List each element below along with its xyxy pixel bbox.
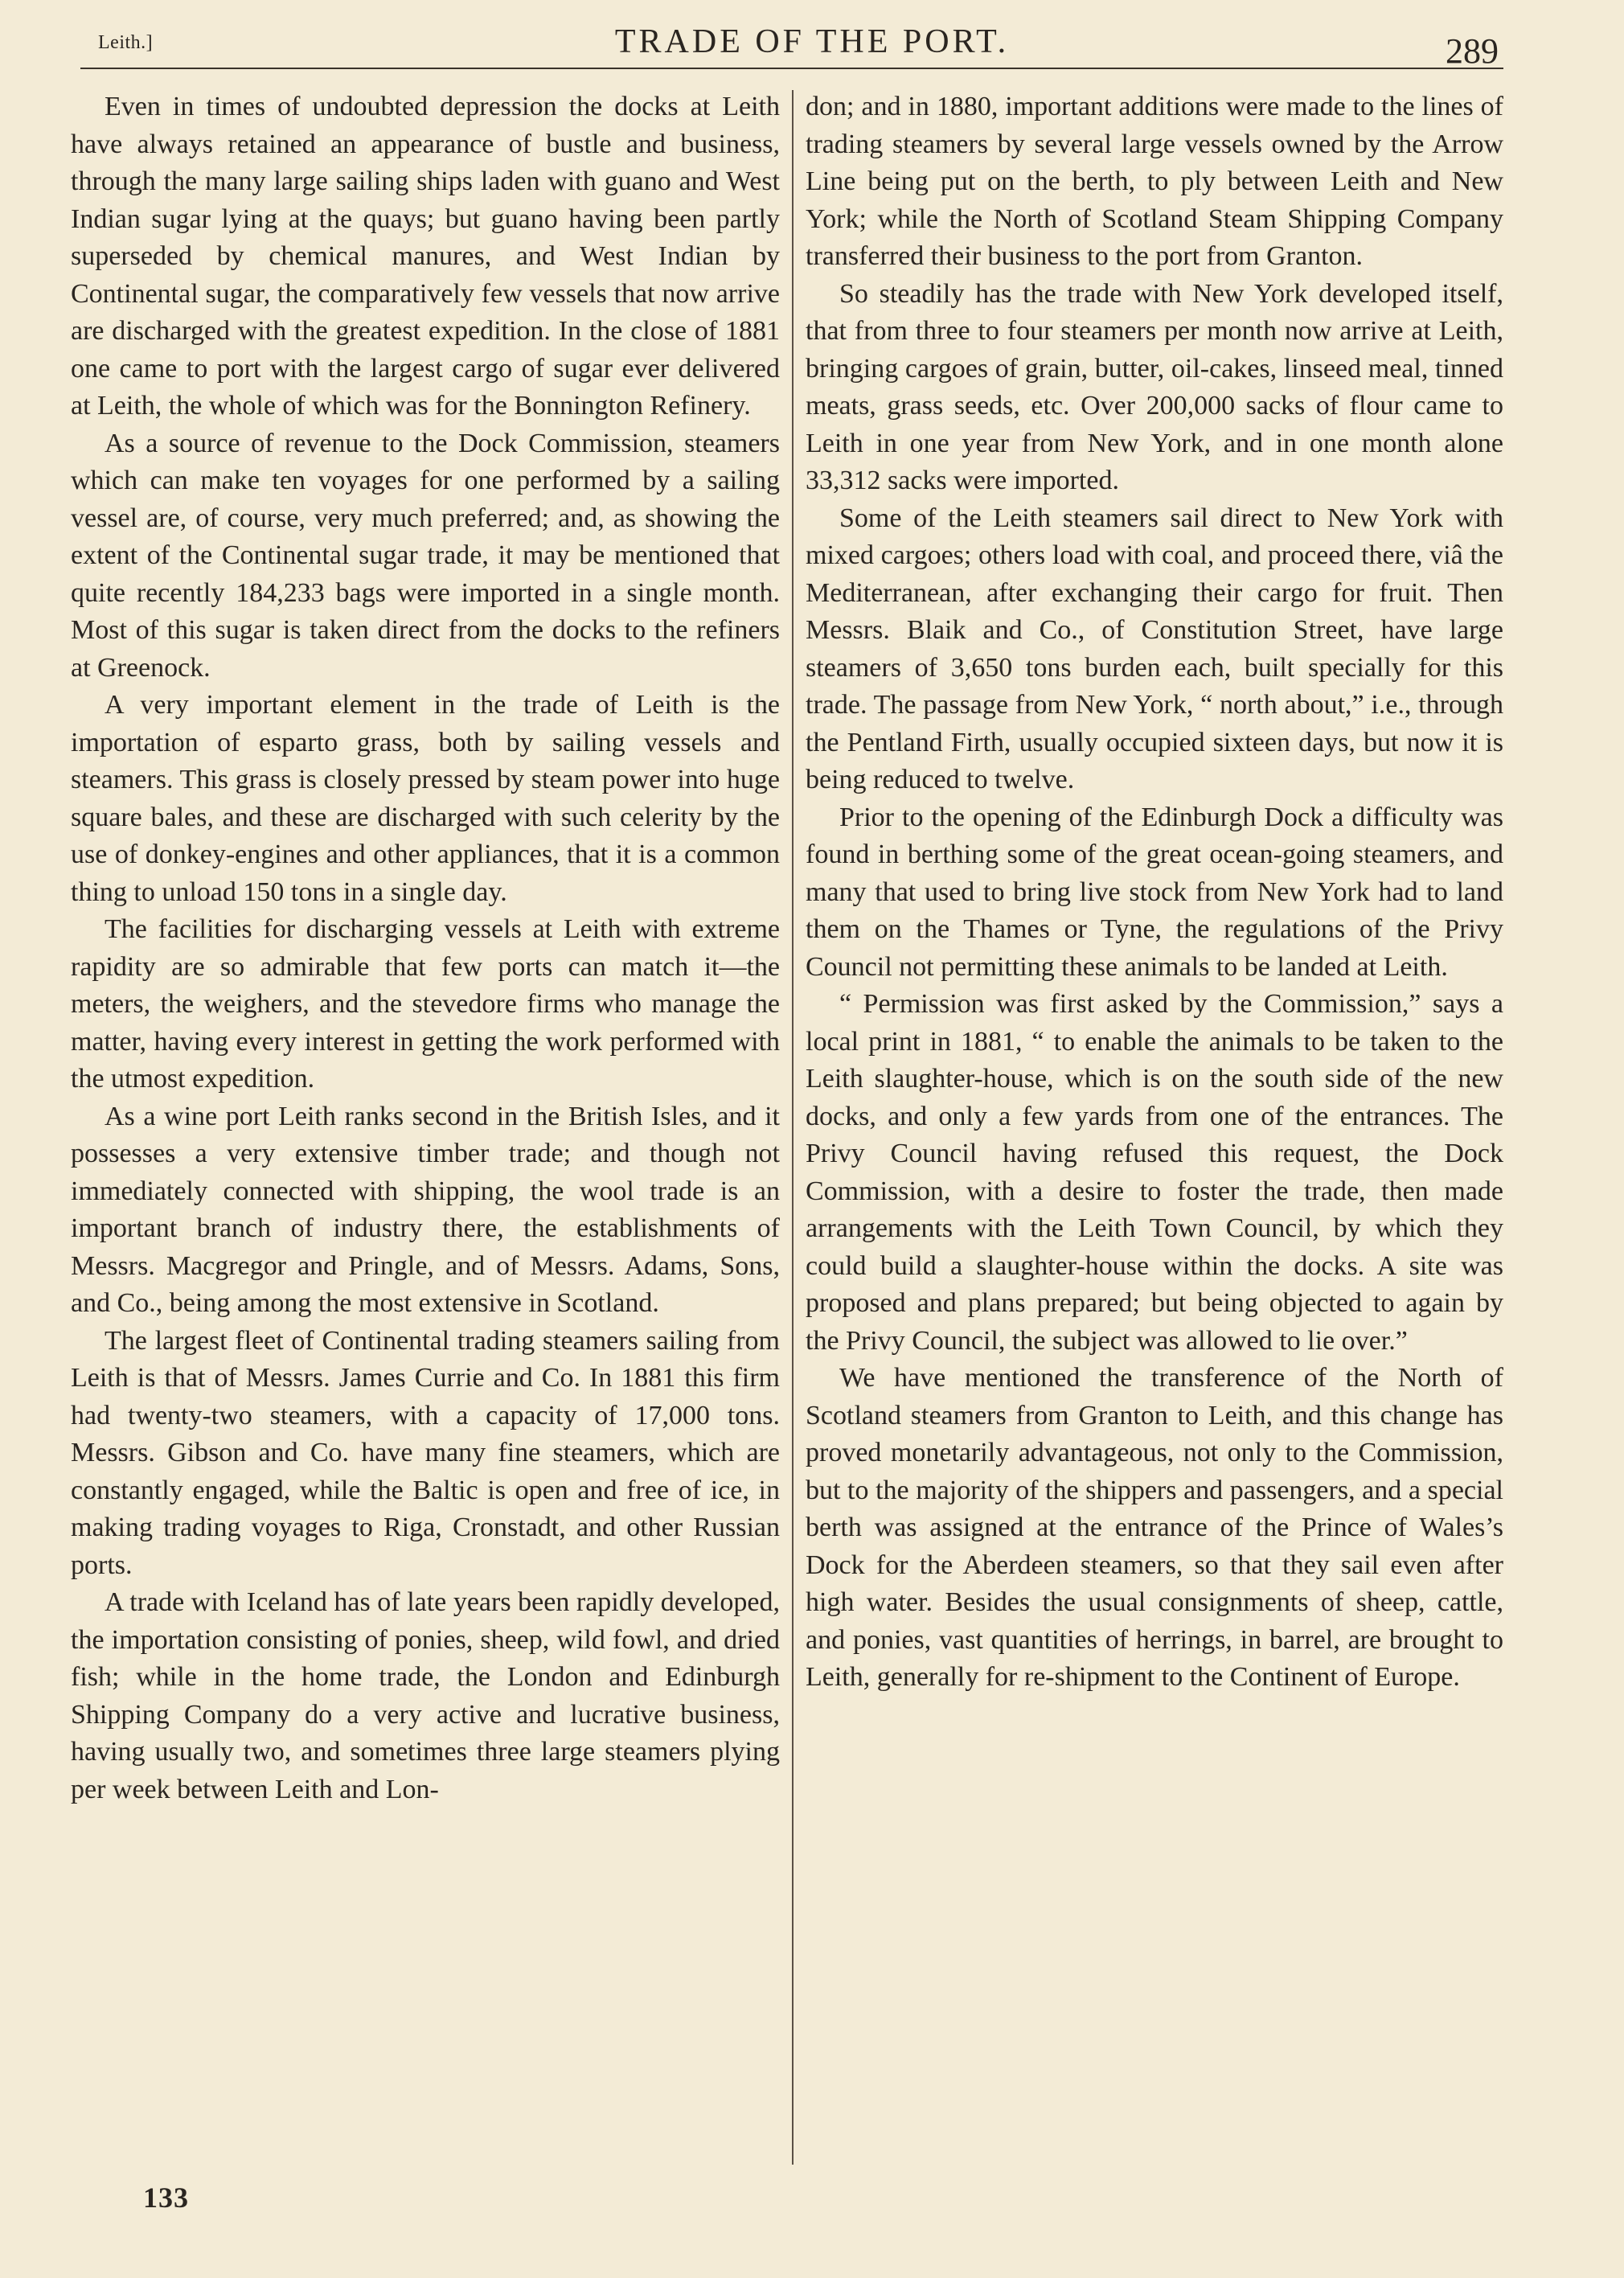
paragraph: As a wine port Leith ranks second in the British Isles, and it possesses a very extensive timber trade; and though not immediately connected with shipping, the wool trade is an important branch of industry there, the establishments of Messrs. Macgregor and Pringle, and of Messrs. Adams, Sons, and Co., being among the most extensive in Scotland. [71, 1101, 780, 1318]
right-column [806, 88, 1503, 1697]
paragraph: A very important element in the trade of Leith is the importation of esparto grass, both by sailing vessels and steamers. This grass is closely pressed by steam power into huge square bales, and these are discharged with such celerity by the use of donkey-engines and other appliances, that it is a common thing to unload 150 tons in a single day. [71, 690, 780, 907]
paragraph: So steadily has the trade with New York developed itself, that from three to four steamers per month now arrive at Leith, bringing cargoes of grain, butter, oil-cakes, linseed meal, tinned meats, grass seeds, etc. Over 200,000 sacks of flour came to Leith in one year from New York, and in one month alone 33,312 sacks were imported. [806, 278, 1503, 495]
paragraph: Prior to the opening of the Edinburgh Dock a difficulty was found in berthing some of the great ocean-going steamers, and many that used to bring live stock from New York had to land them on the Thames or Tyne, the regulations of the Privy Council not permitting these animals to be landed at Leith. [806, 802, 1503, 982]
paragraph: Some of the Leith steamers sail direct to New York with mixed cargoes; others load with coal, and proceed there, viâ the Mediterranean, after exchanging their cargo for fruit. Then Messrs. Blaik and Co., of Constitution Street, have large steamers of 3,650 tons burden each, built specially for this trade. The passage from New York, “ north about,” i.e., through the Pentland Firth, usually occupied sixteen days, but now it is being reduced to twelve. [806, 503, 1503, 794]
paragraph-continuation: don; and in 1880, important additions were made to the lines of trading steamers by several large vessels owned by the Arrow Line being put on the berth, to ply between Leith and New York; while the North of Scotland Steam Shipping Company transferred their business to the port from Granton. [806, 92, 1503, 271]
paragraph: Even in times of undoubted depression the docks at Leith have always retained an appearance of bustle and business, through the many large sailing ships laden with guano and West Indian sugar lying at the quays; but guano having been partly superseded by chemical manures, and West Indian by Continental sugar, the comparatively few vessels that now arrive are discharged with the greatest expedition. In the close of 1881 one came to port with the largest cargo of sugar ever delivered at Leith, the whole of which was for the Bonnington Refinery. [71, 92, 780, 421]
header-rule [80, 68, 1503, 69]
paragraph: The largest fleet of Continental trading steamers sailing from Leith is that of Messrs. James Currie and Co. In 1881 this firm had twenty-two steamers, with a capacity of 17,000 tons. Messrs. Gibson and Co. have many fine steamers, which are constantly engaged, while the Baltic is open and free of ice, in making trading voyages to Riga, Cronstadt, and other Russian ports. [71, 1325, 780, 1580]
running-head-title: TRADE OF THE PORT. [614, 23, 1010, 60]
paragraph: We have mentioned the transference of the North of Scotland steamers from Granton to Leith, and this change has proved monetarily advantageous, not only to the Commission, but to the majority of the shippers and passengers, and a special berth was assigned at the entrance of the Prince of Wales’s Dock for the Aberdeen steamers, so that they sail even after high water. Besides the usual consignments of sheep, cattle, and ponies, vast quantities of herrings, in barrel, are brought to Leith, generally for re-shipment to the Continent of Europe. [806, 1363, 1503, 1692]
left-column [71, 88, 780, 1808]
running-head [0, 0, 1624, 72]
column-divider [792, 90, 794, 2165]
paragraph: As a source of revenue to the Dock Commission, steamers which can make ten voyages for one performed by a sailing vessel are, of course, very much preferred; and, as showing the extent of the Continental sugar trade, it may be mentioned that quite recently 184,233 bags were imported in a single month. Most of this sugar is taken direct from the docks to the refiners at Greenock. [71, 428, 780, 683]
paragraph: The facilities for discharging vessels at Leith with extreme rapidity are so admirable that few ports can match it—the meters, the weighers, and the stevedore firms who manage the matter, having every interest in getting the work performed with the utmost expedition. [71, 914, 780, 1094]
paragraph: A trade with Iceland has of late years been rapidly developed, the importation consisting of ponies, sheep, wild fowl, and dried fish; while in the home trade, the London and Edinburgh Shipping Company do a very active and lucrative business, having usually two, and sometimes three large steamers plying per week between Leith and Lon- [71, 1587, 780, 1804]
paragraph: “ Permission was first asked by the Commission,” says a local print in 1881, “ to enable the animals to be taken to the Leith slaughter-house, which is on the south side of the new docks, and only a few yards from one of the entrances. The Privy Council having refused this request, the Dock Commission, with a desire to foster the trade, then made arrangements with the Leith Town Council, by which they could build a slaughter-house within the docks. A site was proposed and plans prepared; but being objected to again by the Privy Council, the subject was allowed to lie over.” [806, 989, 1503, 1356]
running-head-section: Leith.] [98, 32, 154, 53]
printer-signature-mark: 133 [143, 2182, 189, 2214]
page-number: 289 [1446, 31, 1499, 71]
